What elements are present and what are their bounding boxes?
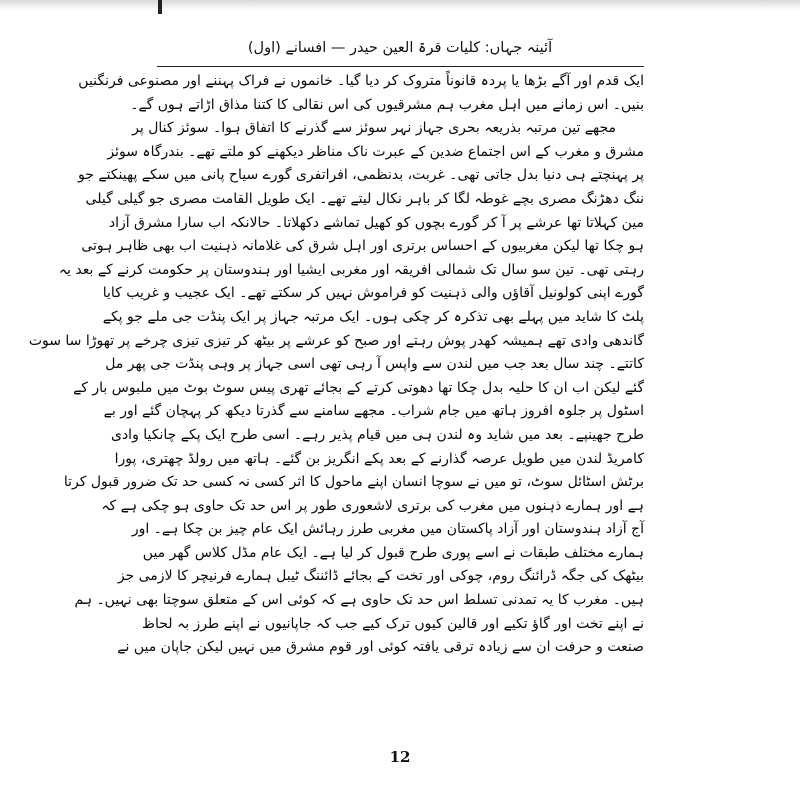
text-line: آج آزاد ہندوستان اور آزاد پاکستان میں مغربی طرز رہائش ایک عام چیز بن چکا ہے۔ اور	[131, 521, 644, 538]
text-line: گورے اپنی کولونیل آقاؤں والی ذہنیت کو فراموش نہیں کر سکتے تھے۔ ایک عجیب و غریب کایا	[102, 285, 644, 302]
running-header-title: آئینہ جہاں: کلیات قرۃ العین حیدر — افسانے (اول)	[247, 40, 553, 56]
text-line: صنعت و حرفت ان سے زیادہ ترقی یافتہ کوئی اور قوم مشرق میں نہیں لیکن جاپان میں نے	[117, 639, 644, 656]
body-text	[28, 70, 644, 742]
text-line: مشرق و مغرب کے اس اجتماع ضدین کے عبرت ناک مناظر دیکھنے کو ملتے تھے۔ بندرگاہ سوئز	[107, 143, 644, 160]
text-line: گئے لیکن اب ان کا حلیہ بدل چکا تھا دھوتی کرتے کے بجائے تھری پیس سوٹ بوٹ میں ملبوس بار کے	[73, 379, 644, 396]
text-line: ہو چکا تھا لیکن مغربیوں کے احساس برتری اور اہل شرق کی غلامانہ ذہنیت اب بھی ظاہر ہوتی	[81, 238, 644, 255]
text-line: کاتتے۔ چند سال بعد جب میں لندن سے واپس آ رہی تھی اسی جہاز پر وہی پنڈت جی پھر مل	[105, 356, 644, 373]
header-divider	[157, 66, 644, 67]
text-line: رہتی تھی۔ تین سو سال تک شمالی افریقہ اور مغربی ایشیا اور ہندوستان پر حکومت کرنے کے بعد یہ	[58, 261, 644, 278]
text-line: پلٹ کا شاید میں پہلے بھی تذکرہ کر چکی ہوں۔ ایک مرتبہ جہاز پر ایک پنڈت جی ملے جو پکے	[102, 308, 644, 325]
text-line: نے اپنے تخت اور گاؤ تکیے اور قالین کیوں ترک کیے جب کہ جاپانیوں نے اپنے طرز بہ لحاظ	[142, 615, 644, 632]
text-line: برٹش اسٹائل سوٹ، تو میں نے سوچا انسان اپنے ماحول کا اثر کسی نہ کسی حد تک ضرور قبول کرتا	[63, 474, 644, 491]
scan-top-edge	[0, 0, 800, 10]
text-line: ہیں۔ مغرب کا یہ تمدنی تسلط اس حد تک حاوی ہے کہ کوئی اس کے متعلق سوچتا بھی نہیں۔ ہم	[74, 592, 644, 609]
text-line: بیٹھک کی جگہ ڈرائنگ روم، چوکی اور تخت کے بجائے ڈائننگ ٹیبل ہمارے فرنیچر کا لازمی جز	[117, 568, 644, 585]
scan-edge-mark	[158, 0, 162, 14]
text-line: بنیں۔ اس زمانے میں اہل مغرب ہم مشرقیوں کی اس نقالی کا کتنا مذاق اڑاتے ہوں گے۔	[130, 96, 644, 113]
text-line: ہمارے مختلف طبقات نے اسے پوری طرح قبول کر لیا ہے۔ ایک عام مڈل کلاس گھر میں	[142, 544, 644, 561]
page-number: 12	[389, 748, 411, 766]
text-line: پر پہنچتے ہی دنیا بدل جاتی تھی۔ غربت، بدنظمی، افراتفری گورے سیاح پانی میں سکے پھینکتے جو	[78, 167, 644, 184]
text-line: اسٹول پر جلوہ افروز ہاتھ میں جام شراب۔ مجھے سامنے سے گذرتا دیکھ کر پہچان گئے اور بے	[103, 403, 644, 420]
text-line: ایک قدم اور آگے بڑھا یا پردہ قانوناً متروک کر دیا گیا۔ خانموں نے فراک پہننے اور مصنوعی فرنگنیں	[78, 73, 644, 89]
text-line: طرح جھینپے۔ بعد میں شاید وہ لندن ہی میں قیام پذیر رہے۔ اسی طرح ایک پکے چانکیا وادی	[110, 426, 644, 443]
text-line: ہے اور ہمارے ذہنوں میں مغرب کی برتری لاشعوری طور پر اس حد تک حاوی ہو چکی ہے کہ	[101, 497, 644, 514]
text-line: ننگ دھڑنگ مصری بچے غوطہ لگا کر باہر نکال لیتے تھے۔ ایک طویل القامت مصری جو گیلی گیلی	[85, 190, 644, 207]
text-line: کامریڈ لندن میں طویل عرصہ گذارنے کے بعد پکے انگریز بن گئے۔ ہاتھ میں رولڈ چھتری، پورا	[114, 450, 644, 467]
text-line: مین کہلاتا تھا عرشے پر آ کر گورے بچوں کو کھیل تماشے دکھلاتا۔ حالانکہ اب سارا مشرق آزاد	[108, 214, 644, 231]
paragraph-first-line: مجھے تین مرتبہ بذریعہ بحری جہاز نہر سوئز سے گذرنے کا اتفاق ہوا۔ سوئز کنال پر	[132, 120, 616, 137]
text-line: گاندھی وادی تھے ہمیشہ کھدر پوش رہتے اور صبح کو عرشے پر بیٹھ کر تیزی تیزی چرخے پر تھوڑا سا سوت	[28, 332, 644, 349]
